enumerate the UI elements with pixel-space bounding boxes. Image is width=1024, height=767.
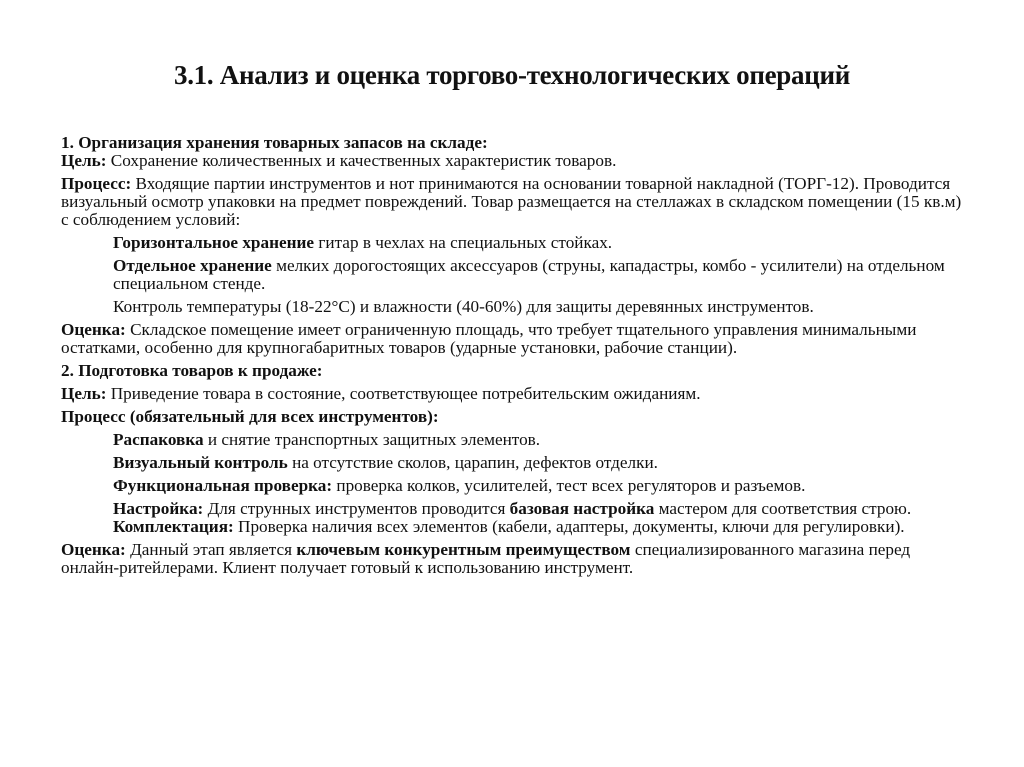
section2-process: Процесс (обязательный для всех инструментов): [61,407,439,426]
section2-item-functional-check: Функциональная проверка: проверка колков, усилителей, тест всех регуляторов и разъемов. [113,476,806,495]
section2-item-tuning: Настройка: Для струнных инструментов проводится базовая настройка мастером для соответствия строю. [113,499,912,518]
section1-heading: 1. Организация хранения товарных запасов на складе: [61,133,488,152]
section2-assessment: Оценка: Данный этап является ключевым конкурентным преимуществом специализированного магазина перед онлайн-ритейлерами. Клиент получает готовый к использованию инструмент. [61,540,911,577]
document-body [61,134,971,582]
section2-item-kit: Комплектация: Проверка наличия всех элементов (кабели, адаптеры, документы, ключи для регулировки). [113,517,905,536]
section1-item-horizontal-storage: Горизонтальное хранение гитар в чехлах на специальных стойках. [113,233,613,252]
section1-goal: Цель: Сохранение количественных и качественных характеристик товаров. [61,151,617,170]
section2-heading: 2. Подготовка товаров к продаже: [61,361,323,380]
section2-item-unpacking: Распаковка и снятие транспортных защитных элементов. [113,430,541,449]
section2-goal: Цель: Приведение товара в состояние, соответствующее потребительским ожиданиям. [61,384,701,403]
page-title: 3.1. Анализ и оценка торгово-технологических операций [174,60,850,90]
section1-item-climate-control: Контроль температуры (18-22°C) и влажности (40-60%) для защиты деревянных инструментов. [113,297,814,316]
section1-item-separate-storage: Отдельное хранение мелких дорогостоящих аксессуаров (струны, кападастры, комбо - усилители) на отдельном специальном стенде. [113,256,945,293]
section2-item-visual-check: Визуальный контроль на отсутствие сколов, царапин, дефектов отделки. [113,453,658,472]
section1-process: Процесс: Входящие партии инструментов и нот принимаются на основании товарной накладной (ТОРГ-12). Проводится визуальный осмотр упаковки на предмет повреждений. Товар размещается на стеллажах в складском помещении (15 кв.м) с соблюдением условий: [61,174,962,229]
section1-assessment: Оценка: Складское помещение имеет ограниченную площадь, что требует тщательного управления минимальными остатками, особенно для крупногабаритных товаров (ударные установки, рабочие станции). [61,320,917,357]
